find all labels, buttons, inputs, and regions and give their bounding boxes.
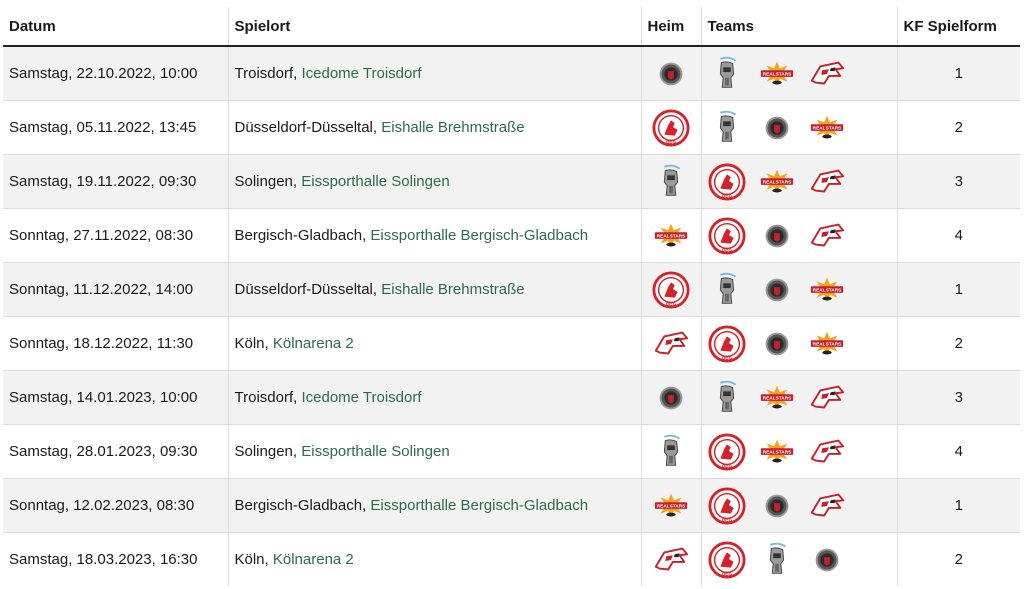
shark-logo-icon — [808, 487, 846, 525]
deg-logo-icon — [708, 217, 746, 255]
knight-logo-icon — [708, 379, 746, 417]
knight-logo-icon — [708, 109, 746, 147]
table-row — [3, 479, 1020, 533]
teams-cell — [701, 209, 897, 263]
city-text: Bergisch-Gladbach — [234, 497, 363, 514]
knight-logo-icon — [652, 433, 690, 471]
header-row — [3, 7, 1020, 46]
dark-round-logo-icon — [652, 379, 690, 417]
home-team-cell — [641, 317, 701, 371]
separator: , — [362, 497, 371, 514]
header-teams[interactable]: Teams — [701, 7, 897, 46]
table-row — [3, 101, 1020, 155]
svg-text:DEG: DEG — [721, 572, 732, 578]
date-cell: Samstag, 19.11.2022, 09:30 — [3, 155, 228, 209]
kf-spielform-cell: 3 — [897, 155, 1020, 209]
svg-text:REALSTARS: REALSTARS — [812, 342, 841, 348]
date-cell: Samstag, 22.10.2022, 10:00 — [3, 46, 228, 101]
deg-logo-icon — [708, 541, 746, 579]
deg-logo-icon — [708, 487, 746, 525]
shark-logo-icon — [808, 379, 846, 417]
city-text: Düsseldorf-Düsseltal — [234, 119, 373, 136]
venue-cell — [228, 425, 641, 479]
venue-link[interactable]: Icedome Troisdorf — [301, 65, 422, 82]
svg-text:DEG: DEG — [721, 464, 732, 470]
kf-spielform-cell: 3 — [897, 371, 1020, 425]
svg-text:DEG: DEG — [721, 194, 732, 200]
date-cell: Sonntag, 12.02.2023, 08:30 — [3, 479, 228, 533]
table-row — [3, 371, 1020, 425]
venue-link[interactable]: Eishalle Brehmstraße — [381, 119, 525, 136]
teams-cell — [701, 46, 897, 101]
venue-cell — [228, 371, 641, 425]
date-cell: Samstag, 05.11.2022, 13:45 — [3, 101, 228, 155]
separator: , — [292, 173, 302, 190]
realstars-logo-icon — [808, 325, 846, 363]
table-row — [3, 317, 1020, 371]
realstars-logo-icon — [808, 271, 846, 309]
venue-cell — [228, 101, 641, 155]
city-text: Bergisch-Gladbach — [234, 227, 363, 244]
kf-spielform-cell: 4 — [897, 425, 1020, 479]
kf-spielform-cell: 2 — [897, 317, 1020, 371]
date-cell: Samstag, 18.03.2023, 16:30 — [3, 533, 228, 587]
dark-round-logo-icon — [758, 325, 796, 363]
svg-text:REALSTARS: REALSTARS — [656, 234, 686, 240]
city-text: Köln — [234, 551, 265, 568]
table-row — [3, 46, 1020, 101]
svg-text:DEG: DEG — [721, 248, 732, 254]
teams-cell — [701, 263, 897, 317]
venue-cell — [228, 533, 641, 587]
svg-text:DEG: DEG — [721, 518, 732, 524]
city-text: Solingen — [234, 173, 293, 190]
separator: , — [292, 443, 302, 460]
venue-link[interactable]: Icedome Troisdorf — [301, 389, 422, 406]
city-text: Solingen — [234, 443, 293, 460]
venue-link[interactable]: Eissporthalle Bergisch-Gladbach — [370, 497, 589, 514]
realstars-logo-icon — [652, 217, 690, 255]
venue-link[interactable]: Eishalle Brehmstraße — [381, 281, 525, 298]
deg-logo-icon — [708, 163, 746, 201]
kf-spielform-cell: 4 — [897, 209, 1020, 263]
venue-link[interactable]: Kölnarena 2 — [272, 335, 354, 352]
svg-text:DEG: DEG — [665, 140, 677, 146]
svg-text:DEG: DEG — [665, 302, 677, 308]
venue-link[interactable]: Kölnarena 2 — [272, 551, 354, 568]
home-team-cell — [641, 209, 701, 263]
separator: , — [293, 65, 302, 82]
date-cell: Sonntag, 27.11.2022, 08:30 — [3, 209, 228, 263]
deg-logo-icon — [652, 109, 690, 147]
venue-cell — [228, 155, 641, 209]
home-team-cell — [641, 46, 701, 101]
header-datum[interactable]: Datum — [3, 7, 228, 46]
separator: , — [293, 389, 302, 406]
venue-link[interactable]: Eissporthalle Solingen — [301, 443, 450, 460]
header-spielort[interactable]: Spielort — [228, 7, 641, 46]
teams-cell — [701, 155, 897, 209]
separator: , — [372, 119, 382, 136]
venue-link[interactable]: Eissporthalle Bergisch-Gladbach — [370, 227, 589, 244]
deg-logo-icon — [708, 325, 746, 363]
table-row — [3, 263, 1020, 317]
realstars-logo-icon — [758, 163, 796, 201]
city-text: Troisdorf — [234, 389, 294, 406]
kf-spielform-cell: 1 — [897, 263, 1020, 317]
venue-cell — [228, 209, 641, 263]
kf-spielform-cell: 2 — [897, 533, 1020, 587]
home-team-cell — [641, 263, 701, 317]
home-team-cell — [641, 533, 701, 587]
realstars-logo-icon — [808, 109, 846, 147]
svg-text:REALSTARS: REALSTARS — [656, 504, 686, 510]
knight-logo-icon — [758, 541, 796, 579]
venue-cell — [228, 263, 641, 317]
date-cell: Samstag, 28.01.2023, 09:30 — [3, 425, 228, 479]
home-team-cell — [641, 101, 701, 155]
header-heim[interactable]: Heim — [641, 7, 701, 46]
teams-cell — [701, 317, 897, 371]
shark-logo-icon — [652, 541, 690, 579]
shark-logo-icon — [808, 163, 846, 201]
venue-cell — [228, 46, 641, 101]
header-kf-spielform[interactable]: KF Spielform — [897, 7, 1020, 46]
svg-text:REALSTARS: REALSTARS — [762, 450, 791, 456]
home-team-cell — [641, 371, 701, 425]
svg-text:REALSTARS: REALSTARS — [762, 180, 791, 186]
table-row — [3, 425, 1020, 479]
schedule-table — [3, 7, 1020, 586]
shark-logo-icon — [808, 55, 846, 93]
realstars-logo-icon — [758, 55, 796, 93]
svg-text:REALSTARS: REALSTARS — [762, 396, 791, 402]
kf-spielform-cell: 1 — [897, 479, 1020, 533]
separator: , — [372, 281, 382, 298]
table-row — [3, 209, 1020, 263]
teams-cell — [701, 533, 897, 587]
shark-logo-icon — [652, 325, 690, 363]
date-cell: Samstag, 14.01.2023, 10:00 — [3, 371, 228, 425]
svg-text:REALSTARS: REALSTARS — [762, 72, 791, 78]
city-text: Troisdorf — [234, 65, 294, 82]
separator: , — [264, 551, 273, 568]
teams-cell — [701, 101, 897, 155]
home-team-cell — [641, 425, 701, 479]
home-team-cell — [641, 479, 701, 533]
home-team-cell — [641, 155, 701, 209]
knight-logo-icon — [708, 271, 746, 309]
date-cell: Sonntag, 18.12.2022, 11:30 — [3, 317, 228, 371]
dark-round-logo-icon — [758, 109, 796, 147]
svg-text:DEG: DEG — [721, 356, 732, 362]
realstars-logo-icon — [758, 379, 796, 417]
venue-cell — [228, 317, 641, 371]
shark-logo-icon — [808, 217, 846, 255]
dark-round-logo-icon — [808, 541, 846, 579]
dark-round-logo-icon — [758, 487, 796, 525]
dark-round-logo-icon — [652, 55, 690, 93]
knight-logo-icon — [652, 163, 690, 201]
teams-cell — [701, 479, 897, 533]
deg-logo-icon — [708, 433, 746, 471]
teams-cell — [701, 371, 897, 425]
svg-text:REALSTARS: REALSTARS — [812, 288, 841, 294]
shark-logo-icon — [808, 433, 846, 471]
kf-spielform-cell: 1 — [897, 46, 1020, 101]
realstars-logo-icon — [652, 487, 690, 525]
dark-round-logo-icon — [758, 271, 796, 309]
date-cell: Sonntag, 11.12.2022, 14:00 — [3, 263, 228, 317]
dark-round-logo-icon — [758, 217, 796, 255]
table-row — [3, 533, 1020, 587]
realstars-logo-icon — [758, 433, 796, 471]
venue-link[interactable]: Eissporthalle Solingen — [301, 173, 450, 190]
deg-logo-icon — [652, 271, 690, 309]
city-text: Düsseldorf-Düsseltal — [234, 281, 373, 298]
knight-logo-icon — [708, 55, 746, 93]
separator: , — [264, 335, 273, 352]
teams-cell — [701, 425, 897, 479]
kf-spielform-cell: 2 — [897, 101, 1020, 155]
venue-cell — [228, 479, 641, 533]
table-row — [3, 155, 1020, 209]
svg-text:REALSTARS: REALSTARS — [812, 126, 841, 132]
city-text: Köln — [234, 335, 265, 352]
separator: , — [362, 227, 371, 244]
